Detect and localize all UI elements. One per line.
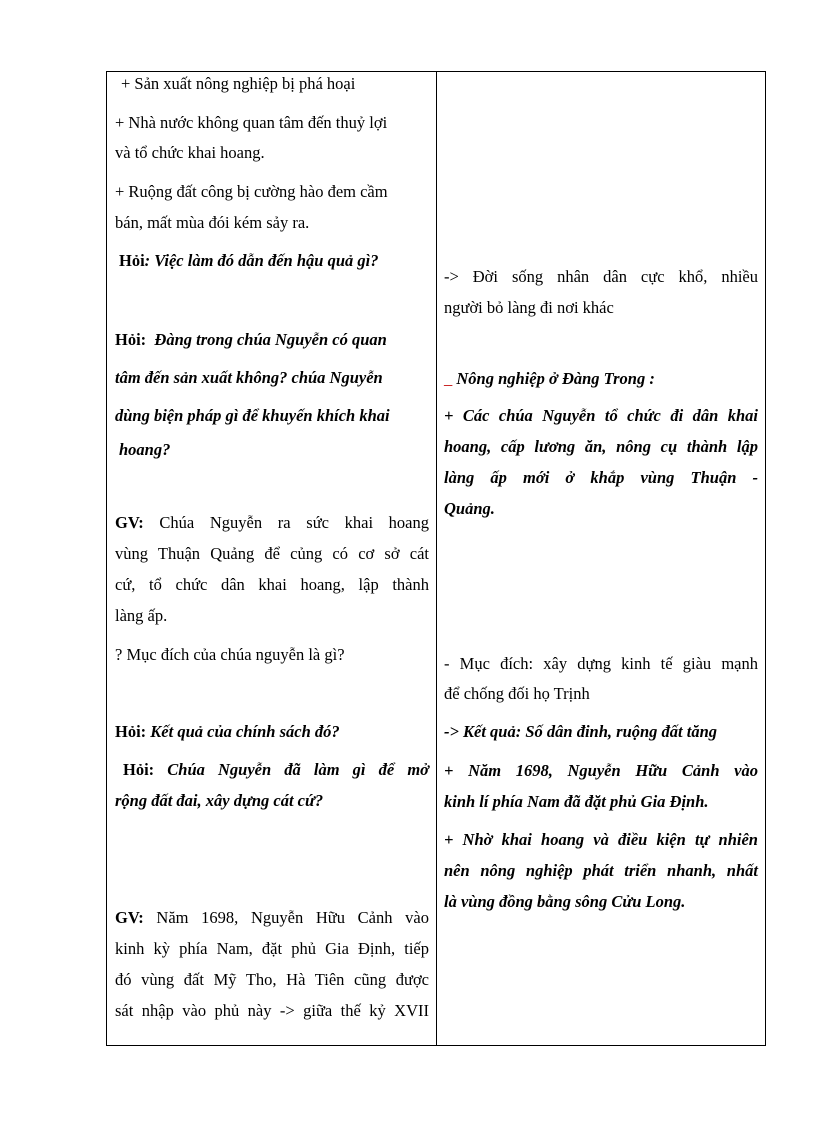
- left-line-4: + Ruộng đất công bị cường hào đem cầm: [115, 182, 388, 201]
- answer-6-line-1: + Nhờ khai hoang và điều kiện tự nhiên: [444, 830, 758, 849]
- left-line-2: + Nhà nước không quan tâm đến thuỷ lợi: [115, 113, 388, 132]
- answer-6-line-2: nên nông nghiệp phát triển nhanh, nhất: [444, 861, 758, 880]
- answer-3-line-2: để chống đối họ Trịnh: [444, 684, 590, 703]
- teacher-note-2-line-1: [115, 903, 429, 933]
- question-2-line-1: [115, 325, 387, 355]
- teacher-note-2-line-3: đó vùng đất Mỹ Tho, Hà Tiên cũng được: [115, 970, 429, 989]
- left-line-1: + Sản xuất nông nghiệp bị phá hoại: [121, 74, 356, 93]
- answer-2-line-2: hoang, cấp lương ăn, nông cụ thành lập: [444, 437, 758, 456]
- teacher-note-2-line-4: sát nhập vào phủ này -> giữa thế kỷ XVII: [115, 1001, 429, 1020]
- answer-6-line-3: là vùng đồng bằng sông Cửu Long.: [444, 892, 686, 911]
- question-5-text-1: Chúa Nguyễn đã làm gì để mở: [167, 760, 430, 779]
- question-5-line-1: [123, 755, 429, 785]
- teacher-note-1-line-2: vùng Thuận Quảng để củng có cơ sở cát: [115, 544, 429, 563]
- question-4: [115, 717, 340, 747]
- question-2-label: Hỏi:: [115, 330, 147, 349]
- question-4-text: Kết quả của chính sách đó?: [150, 722, 340, 741]
- teacher-note-1-line-4: làng ấp.: [115, 606, 168, 625]
- teacher-note-1-label: GV:: [115, 513, 144, 532]
- question-2-line-2: tâm đến sản xuất không? chúa Nguyễn: [115, 368, 383, 387]
- question-1-label: Hỏi: [119, 251, 145, 270]
- answer-1-line-2: người bỏ làng đi nơi khác: [444, 298, 614, 317]
- teacher-note-2-line-2: kinh kỳ phía Nam, đặt phủ Gia Định, tiếp: [115, 939, 429, 958]
- question-2-line-3: dùng biện pháp gì để khuyến khích khai: [115, 406, 390, 425]
- section-heading: [444, 364, 655, 394]
- left-line-3: và tổ chức khai hoang.: [115, 143, 265, 162]
- teacher-note-1-line-3: cứ, tổ chức dân khai hoang, lập thành: [115, 575, 429, 594]
- question-4-label: Hỏi:: [115, 722, 147, 741]
- column-divider: [436, 72, 437, 1045]
- question-5-label: Hỏi:: [123, 760, 155, 779]
- question-1-text: : Việc làm đó dẫn đến hậu quả gì?: [144, 251, 379, 270]
- answer-5-line-2: kinh lí phía Nam đã đặt phủ Gia Định.: [444, 792, 709, 811]
- question-1: [119, 246, 378, 276]
- teacher-note-1-text-1: Chúa Nguyễn ra sức khai hoang: [159, 513, 430, 532]
- answer-1-line-1: -> Đời sống nhân dân cực khổ, nhiều: [444, 267, 758, 286]
- question-3: ? Mục đích của chúa nguyễn là gì?: [115, 645, 345, 664]
- question-5-line-2: rộng đất đai, xây dựng cát cứ?: [115, 791, 324, 810]
- heading-dash: _: [444, 369, 453, 388]
- answer-2-line-1: + Các chúa Nguyễn tổ chức đi dân khai: [444, 406, 758, 425]
- heading-text: Nông nghiệp ở Đàng Trong :: [456, 369, 655, 388]
- teacher-note-2-text-1: Năm 1698, Nguyễn Hữu Cảnh vào: [156, 908, 430, 927]
- answer-2-line-3: làng ấp mới ở khắp vùng Thuận -: [444, 468, 758, 487]
- teacher-note-1-line-1: [115, 508, 429, 538]
- answer-3-line-1: - Mục đích: xây dựng kinh tế giàu mạnh: [444, 654, 758, 673]
- question-2-text-1: Đàng trong chúa Nguyễn có quan: [154, 330, 387, 349]
- answer-5-line-1: + Năm 1698, Nguyễn Hữu Cảnh vào: [444, 761, 758, 780]
- answer-2-line-4: Quảng.: [444, 499, 495, 518]
- answer-4: -> Kết quả: Số dân đinh, ruộng đất tăng: [444, 722, 718, 741]
- question-2-line-4: hoang?: [119, 440, 171, 459]
- lesson-table: [106, 71, 766, 1046]
- teacher-note-2-label: GV:: [115, 908, 144, 927]
- left-line-5: bán, mất mùa đói kém sảy ra.: [115, 213, 310, 232]
